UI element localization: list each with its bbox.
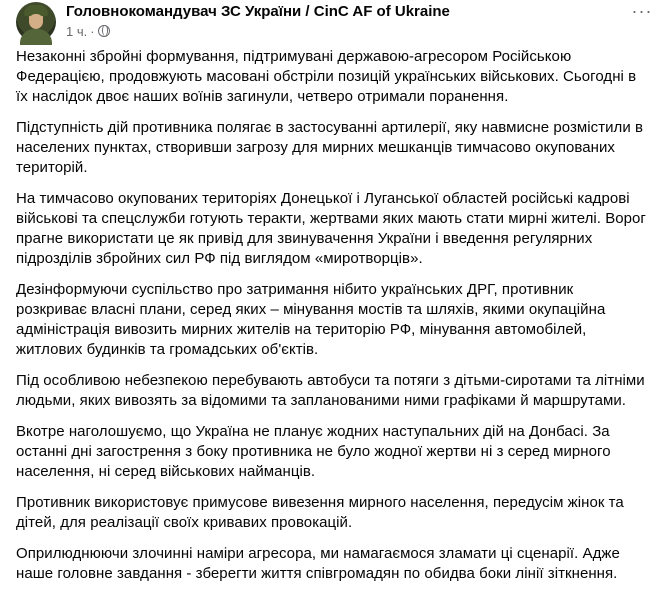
post-meta [66,24,110,39]
post-paragraph: Під особливою небезпекою перебувають автобуси та потяги з дітьми-сиротами та літніми людьми, яких вивозять за відомими та запланованими ними графіками й маршрутами. [16,372,645,409]
post-paragraph: Противник використовує примусове вивезення мирного населення, передусім жінок та дітей, для реалізації своїх кривавих провокацій. [16,494,624,531]
more-options-button[interactable]: ··· [631,1,653,21]
post-paragraph: Незаконні збройні формування, підтримувані державою-агресором Російською Федерацією, продовжують масовані обстріли позицій українських військових. Сьогодні в їх наслідок двоє наших воїнів загинули, четверо отримали поранення. [16,48,637,105]
post-paragraph: Дезінформуючи суспільство про затримання нібито українських ДРГ, противник розкриває власні плани, серед яких – мінування мостів та шляхів, якими окупаційна адміністрація вивозить мирних жителів на територію РФ, мінування автомобілей, житлових будинків та громадських об'єктів. [16,281,606,358]
author-avatar[interactable] [16,2,56,42]
globe-icon[interactable] [98,25,110,37]
author-name-link[interactable]: Головнокомандувач ЗС України / CinC AF of Ukraine [66,3,450,20]
post-timestamp-link[interactable]: 1 ч. [66,24,88,39]
avatar-uniform-shape [20,29,52,45]
post-content [16,47,648,595]
post-paragraph: На тимчасово окупованих територіях Донецької і Луганської областей російські кадрові військові та спецслужби готують теракти, жертвами яких мають стати мирні жителі. Ворог прагне використати це як привід для звинувачення України і введення регулярних підрозділів збройних сил РФ під виглядом «миротворців». [16,190,646,267]
meta-separator: · [90,24,95,39]
avatar-face-shape [29,14,43,29]
post-paragraph: Оприлюднюючи злочинні наміри агресора, ми намагаємося зламати ці сценарії. Адже наше головне завдання - зберегти життя співгромадян по обидва боки лінії зіткнення. [16,545,620,582]
post-paragraph: Підступність дій противника полягає в застосуванні артилерії, яку навмисне розмістили в населених пунктах, створивши загрозу для мирних мешканців тимчасово окупованих територій. [16,119,644,176]
post-paragraph: Вкотре наголошуємо, що Україна не планує жодних наступальних дій на Донбасі. За останні дні загострення з боку противника не було жодної жертви ні з серед мирного населення, ні серед військових найманців. [16,423,611,480]
post-header [16,2,656,42]
